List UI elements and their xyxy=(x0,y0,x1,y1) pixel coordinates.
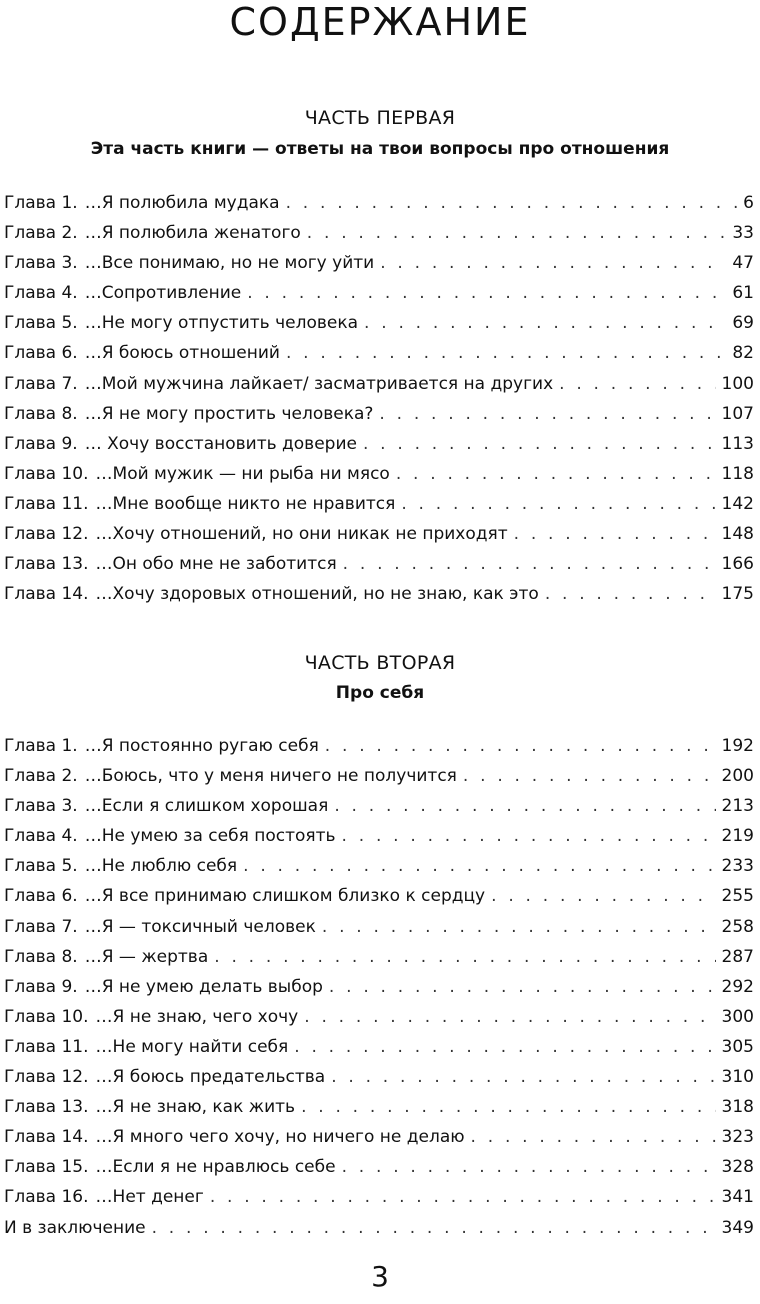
toc-chapter-number: Глава 5. xyxy=(4,313,78,334)
toc-page-number: 82 xyxy=(732,343,754,364)
toc-chapter-title: И в заключение xyxy=(4,1217,146,1238)
toc-chapter-title: …Мой мужчина лайкает/ засматривается на других xyxy=(84,373,554,394)
toc-page-number: 100 xyxy=(721,373,754,394)
toc-entry[interactable] xyxy=(4,1124,754,1154)
toc-chapter-number: Глава 9. xyxy=(4,976,78,997)
toc-page-number: 328 xyxy=(721,1157,754,1178)
toc-entry-label xyxy=(4,491,395,517)
toc-chapter-title: …Я не умею делать выбор xyxy=(84,976,323,997)
toc-chapter-title: …Сопротивление xyxy=(84,283,242,304)
toc-entry[interactable] xyxy=(4,1094,754,1124)
toc-entry-label xyxy=(4,974,323,1000)
toc-entry[interactable] xyxy=(4,431,754,461)
toc-page-number: 292 xyxy=(721,976,754,997)
toc-entry-label xyxy=(4,1004,298,1030)
toc-entry[interactable] xyxy=(4,340,754,370)
toc-page-number: 33 xyxy=(732,223,754,244)
toc-page-number: 175 xyxy=(721,584,754,605)
toc-entry-label xyxy=(4,823,336,849)
toc-page-number: 233 xyxy=(721,856,754,877)
toc-dot-leader xyxy=(329,974,716,1000)
toc-chapter-number: Глава 10. xyxy=(4,463,89,484)
toc-entry[interactable] xyxy=(4,914,754,944)
toc-page-number: 107 xyxy=(721,403,754,424)
toc-entry-label xyxy=(4,220,301,246)
toc-page-number: 61 xyxy=(732,283,754,304)
page-number: 3 xyxy=(371,1260,389,1293)
toc-entry-label xyxy=(4,431,357,457)
part-one-heading: ЧАСТЬ ПЕРВАЯ xyxy=(304,107,456,129)
toc-dot-leader xyxy=(214,944,715,970)
toc-dot-leader xyxy=(514,521,716,547)
toc-dot-leader xyxy=(294,1034,715,1060)
toc-dot-leader xyxy=(343,551,716,577)
toc-page-number: 287 xyxy=(721,946,754,967)
toc-entry[interactable] xyxy=(4,581,754,611)
toc-entry[interactable] xyxy=(4,310,754,340)
toc-dot-leader xyxy=(363,431,716,457)
toc-chapter-title: …Не умею за себя постоять xyxy=(84,826,336,847)
toc-chapter-number: Глава 6. xyxy=(4,886,78,907)
toc-chapter-title: …Я постоянно ругаю себя xyxy=(84,736,319,756)
toc-entry-label xyxy=(4,1154,336,1180)
toc-dot-leader xyxy=(304,1004,715,1030)
toc-entry-label xyxy=(4,371,553,397)
toc-chapter-title: …Не могу отпустить человека xyxy=(84,313,359,334)
toc-dot-leader xyxy=(322,914,716,940)
toc-chapter-number: Глава 4. xyxy=(4,826,78,847)
toc-chapter-title: …Я много чего хочу, но ничего не делаю xyxy=(95,1127,465,1148)
toc-conclusion-entry[interactable] xyxy=(4,1215,754,1245)
toc-chapter-title: …Не могу найти себя xyxy=(95,1036,289,1057)
toc-chapter-number: Глава 12. xyxy=(4,524,89,545)
toc-dot-leader xyxy=(471,1124,716,1150)
toc-chapter-title: …Мой мужик — ни рыба ни мясо xyxy=(95,463,390,484)
toc-page-number: 148 xyxy=(721,524,754,545)
toc-entry-label xyxy=(4,944,208,970)
toc-entry[interactable] xyxy=(4,1004,754,1034)
toc-page-number: 305 xyxy=(721,1036,754,1057)
toc-entry-label xyxy=(4,763,457,789)
toc-chapter-number: Глава 1. xyxy=(4,736,78,756)
toc-entry-label xyxy=(4,1124,465,1150)
toc-dot-leader xyxy=(152,1215,716,1241)
toc-chapter-number: Глава 4. xyxy=(4,283,78,304)
toc-chapter-number: Глава 3. xyxy=(4,253,78,274)
toc-entry-label xyxy=(4,1094,295,1120)
toc-chapter-number: Глава 13. xyxy=(4,554,89,575)
toc-entry[interactable] xyxy=(4,793,754,823)
toc-entry-label xyxy=(4,461,390,487)
toc-chapter-number: Глава 2. xyxy=(4,766,78,787)
toc-entry[interactable] xyxy=(4,461,754,491)
toc-chapter-title: …Все понимаю, но не могу уйти xyxy=(84,253,375,274)
toc-dot-leader xyxy=(364,310,726,336)
toc-entry-label xyxy=(4,1034,288,1060)
toc-page-number: 258 xyxy=(721,916,754,937)
part-one-subtitle: Эта часть книги — ответы на твои вопросы про отношения xyxy=(90,139,670,159)
toc-chapter-title: …Боюсь, что у меня ничего не получится xyxy=(84,766,457,787)
toc-page-number: 118 xyxy=(721,463,754,484)
part-two-subtitle: Про себя xyxy=(335,683,425,703)
toc-chapter-number: Глава 6. xyxy=(4,343,78,364)
part-one-toc-list xyxy=(4,190,754,611)
toc-entry-label xyxy=(4,340,280,366)
toc-entry-label xyxy=(4,733,319,759)
toc-chapter-title: …Я полюбила мудака xyxy=(84,193,280,213)
toc-chapter-title: … Хочу восстановить доверие xyxy=(84,433,357,454)
toc-chapter-title: …Хочу здоровых отношений, но не знаю, как это xyxy=(95,584,539,605)
toc-entry-label xyxy=(4,581,539,607)
toc-entry[interactable] xyxy=(4,401,754,431)
toc-entry[interactable] xyxy=(4,883,754,913)
toc-dot-leader xyxy=(491,883,715,909)
toc-dot-leader xyxy=(301,1094,715,1120)
toc-entry[interactable] xyxy=(4,763,754,793)
toc-page-number: 323 xyxy=(721,1127,754,1148)
toc-dot-leader xyxy=(334,793,715,819)
toc-entry[interactable] xyxy=(4,220,754,250)
toc-dot-leader xyxy=(243,853,715,879)
toc-page-number: 341 xyxy=(721,1187,754,1208)
toc-dot-leader xyxy=(307,220,727,246)
toc-chapter-title: …Я боюсь отношений xyxy=(84,343,280,364)
toc-dot-leader xyxy=(559,371,715,397)
toc-entry[interactable] xyxy=(4,974,754,1004)
toc-chapter-number: Глава 13. xyxy=(4,1097,89,1118)
toc-entry[interactable] xyxy=(4,944,754,974)
toc-chapter-title: …Мне вообще никто не нравится xyxy=(95,493,396,514)
part-two-toc-list xyxy=(4,733,754,1245)
toc-chapter-number: Глава 2. xyxy=(4,223,78,244)
toc-chapter-number: Глава 7. xyxy=(4,916,78,937)
toc-entry[interactable] xyxy=(4,823,754,853)
toc-entry-label xyxy=(4,793,328,819)
toc-entry-label xyxy=(4,250,374,276)
toc-entry[interactable] xyxy=(4,853,754,883)
toc-page-number: 213 xyxy=(721,796,754,817)
toc-page-number: 219 xyxy=(721,826,754,847)
toc-chapter-title: …Я все принимаю слишком близко к сердцу xyxy=(84,886,486,907)
toc-page-number: 142 xyxy=(721,493,754,514)
toc-dot-leader xyxy=(342,823,716,849)
toc-chapter-number: Глава 16. xyxy=(4,1187,89,1208)
toc-entry[interactable] xyxy=(4,491,754,521)
toc-chapter-number: Глава 10. xyxy=(4,1006,89,1027)
toc-chapter-number: Глава 11. xyxy=(4,1036,89,1057)
toc-page-number: 166 xyxy=(721,554,754,575)
toc-page-number: 255 xyxy=(721,886,754,907)
part-two-heading: ЧАСТЬ ВТОРАЯ xyxy=(304,652,456,674)
toc-dot-leader xyxy=(401,491,715,517)
toc-chapter-number: Глава 15. xyxy=(4,1157,89,1178)
toc-chapter-title: …Я не знаю, как жить xyxy=(95,1097,296,1118)
toc-chapter-number: Глава 8. xyxy=(4,946,78,967)
toc-dot-leader xyxy=(286,340,726,366)
toc-chapter-title: …Если я слишком хорошая xyxy=(84,796,329,817)
toc-page-number: 6 xyxy=(743,193,754,213)
toc-chapter-number: Глава 8. xyxy=(4,403,78,424)
toc-chapter-number: Глава 11. xyxy=(4,493,89,514)
toc-entry-label xyxy=(4,1064,325,1090)
toc-entry[interactable] xyxy=(4,1184,754,1214)
toc-entry-label xyxy=(4,551,337,577)
toc-chapter-title: …Нет денег xyxy=(95,1187,204,1208)
toc-entry[interactable] xyxy=(4,733,754,763)
toc-chapter-number: Глава 5. xyxy=(4,856,78,877)
toc-chapter-title: …Я — токсичный человек xyxy=(84,916,316,937)
toc-entry[interactable] xyxy=(4,1154,754,1184)
toc-chapter-title: …Я полюбила женатого xyxy=(84,223,301,244)
toc-page-number: 113 xyxy=(721,433,754,454)
toc-entry-label xyxy=(4,853,237,879)
toc-page-number: 318 xyxy=(721,1097,754,1118)
toc-entry-label xyxy=(4,1184,204,1210)
toc-page-number: 200 xyxy=(721,766,754,787)
toc-dot-leader xyxy=(463,763,716,789)
toc-dot-leader xyxy=(545,581,716,607)
toc-page-number: 69 xyxy=(732,313,754,334)
page-title: СОДЕРЖАНИЕ xyxy=(229,0,531,44)
toc-entry-label xyxy=(4,310,358,336)
toc-entry-label xyxy=(4,521,508,547)
toc-chapter-title: …Хочу отношений, но они никак не приходят xyxy=(95,524,508,545)
toc-page-number: 349 xyxy=(721,1217,754,1238)
toc-chapter-number: Глава 9. xyxy=(4,433,78,454)
toc-chapter-number: Глава 1. xyxy=(4,193,78,213)
toc-dot-leader xyxy=(380,250,726,276)
toc-entry[interactable] xyxy=(4,1034,754,1064)
toc-chapter-title: …Я не могу простить человека? xyxy=(84,403,374,424)
toc-entry[interactable] xyxy=(4,280,754,310)
toc-chapter-title: …Я — жертва xyxy=(84,946,209,967)
toc-entry-label xyxy=(4,914,316,940)
toc-dot-leader xyxy=(210,1184,716,1210)
toc-dot-leader xyxy=(286,190,738,216)
toc-entry[interactable] xyxy=(4,1064,754,1094)
toc-entry-label xyxy=(4,401,373,427)
toc-chapter-title: …Он обо мне не заботится xyxy=(95,554,337,575)
toc-entry-label xyxy=(4,280,241,306)
toc-page-number: 47 xyxy=(732,253,754,274)
toc-chapter-number: Глава 14. xyxy=(4,1127,89,1148)
toc-chapter-title: …Не люблю себя xyxy=(84,856,238,877)
toc-dot-leader xyxy=(331,1064,715,1090)
toc-dot-leader xyxy=(396,461,716,487)
toc-chapter-title: …Я не знаю, чего хочу xyxy=(95,1006,299,1027)
toc-chapter-number: Глава 3. xyxy=(4,796,78,817)
toc-entry[interactable] xyxy=(4,521,754,551)
toc-chapter-title: …Я боюсь предательства xyxy=(95,1067,326,1088)
toc-entry-label xyxy=(4,1215,146,1241)
toc-chapter-number: Глава 12. xyxy=(4,1067,89,1088)
toc-chapter-title: …Если я не нравлюсь себе xyxy=(95,1157,336,1178)
toc-dot-leader xyxy=(379,401,715,427)
toc-dot-leader xyxy=(325,733,716,759)
toc-page-number: 300 xyxy=(721,1006,754,1027)
toc-entry[interactable] xyxy=(4,371,754,401)
toc-page-number: 310 xyxy=(721,1067,754,1088)
toc-entry[interactable] xyxy=(4,551,754,581)
toc-entry-label xyxy=(4,883,485,909)
toc-chapter-number: Глава 7. xyxy=(4,373,78,394)
toc-entry-label xyxy=(4,190,280,216)
toc-entry[interactable] xyxy=(4,250,754,280)
toc-chapter-number: Глава 14. xyxy=(4,584,89,605)
toc-entry[interactable] xyxy=(4,190,754,220)
toc-dot-leader xyxy=(247,280,726,306)
toc-page-number: 192 xyxy=(721,736,754,756)
toc-dot-leader xyxy=(342,1154,716,1180)
